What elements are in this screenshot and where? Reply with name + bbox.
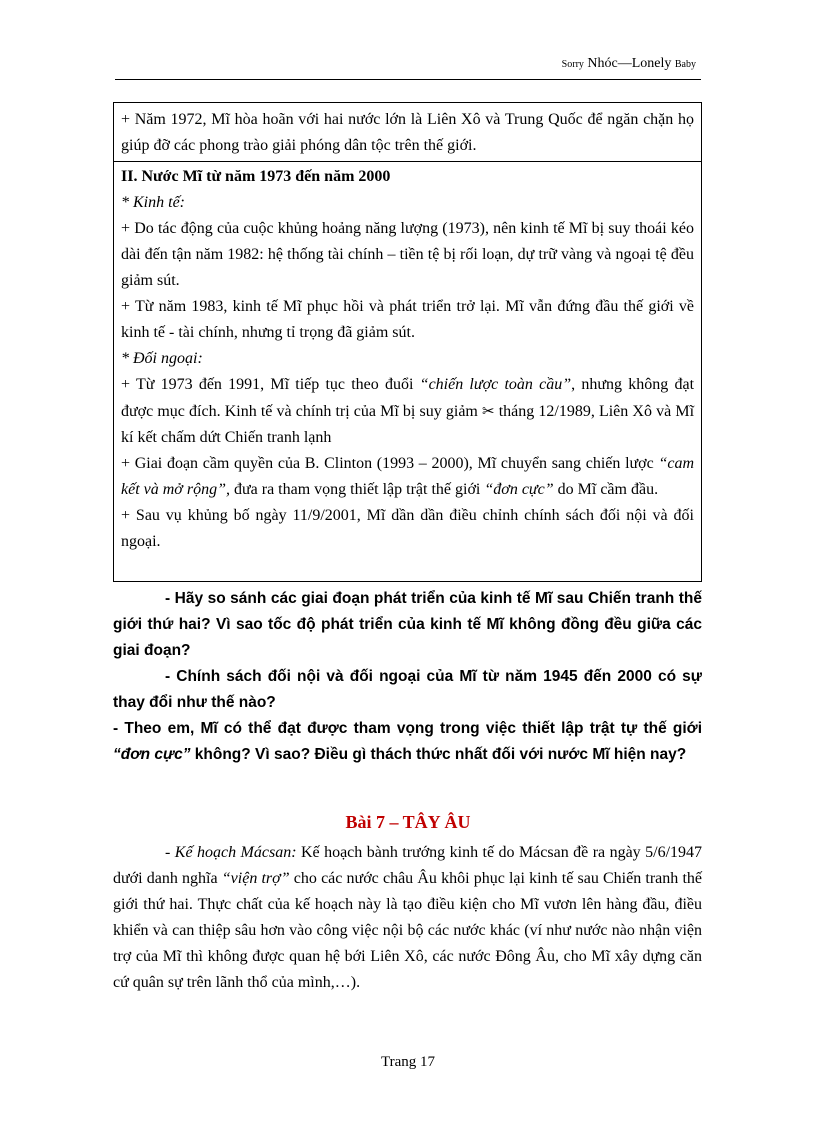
f1-italic: “chiến lược toàn cầu” [419, 376, 572, 393]
f2-post: do Mĩ cầm đầu. [553, 481, 659, 498]
f2-pre: + Giai đoạn cầm quyền của B. Clinton (1993 – 2000), Mĩ chuyển sang chiến lược [121, 455, 659, 472]
section-heading: II. Nước Mĩ từ năm 1973 đến năm 2000 [121, 168, 391, 185]
f1-post: tháng 12/1989, Liên Xô và Mĩ kí kết chấm dứt Chiến tranh lạnh [121, 403, 695, 446]
foreign-label: * Đối ngoại: [121, 350, 203, 367]
box-1973-2000 [113, 162, 702, 582]
header-left: Sorry [561, 59, 584, 70]
lesson-paragraph [113, 840, 702, 996]
lesson-p-italic: “viện trợ” [221, 870, 290, 887]
f1-pre: + Từ 1973 đến 1991, Mĩ tiếp tục theo đuổi [121, 376, 420, 393]
q3-pre: - Theo em, Mĩ có thể đạt được tham vọng trong việc thiết lập trật tự thế giới [113, 720, 702, 737]
foreign-item-3: + Sau vụ khủng bố ngày 11/9/2001, Mĩ dần dần điều chỉnh chính sách đối nội và đối ngoại. [121, 507, 694, 550]
econ-item-2: + Từ năm 1983, kinh tế Mĩ phục hồi và phát triển trở lại. Mĩ vẫn đứng đầu thế giới về kinh tế - tài chính, nhưng tỉ trọng đã giảm sút. [121, 298, 694, 341]
econ-label: * Kinh tế: [121, 194, 185, 211]
foreign-item-2 [114, 451, 701, 503]
f1-mid: , nhưng không đạt được mục đích. Kinh tế và chính trị của Mĩ bị suy giảm [121, 376, 695, 420]
q3-post: không? Vì sao? Điều gì thách thức nhất đối với nước Mĩ hiện nay? [190, 746, 687, 763]
lesson-dash: - [165, 844, 175, 861]
f2-italic-1: “cam kết và mở rộng”, [121, 455, 694, 498]
question-2: - Chính sách đối nội và đối ngoại của Mĩ từ năm 1945 đến 2000 có sự thay đổi như thế nào? [113, 668, 702, 711]
box1-text: + Năm 1972, Mĩ hòa hoãn với hai nước lớn là Liên Xô và Trung Quốc để ngăn chặn họ giúp đỡ các phong trào giải phóng dân tộc trên thế giới. [121, 111, 694, 154]
question-1: - Hãy so sánh các giai đoạn phát triển của kinh tế Mĩ sau Chiến tranh thế giới thứ hai? Vì sao tốc độ phát triển của kinh tế Mĩ không đồng đều giữa các giai đoạn? [113, 590, 702, 659]
f2-italic-2: “đơn cực” [484, 481, 554, 498]
q3-italic: “đơn cực” [113, 746, 191, 763]
foreign-item-1 [114, 372, 701, 451]
question-3 [113, 716, 702, 768]
page-header [562, 56, 696, 72]
scissors-icon: ✂ [482, 402, 495, 420]
f2-mid: đưa ra tham vọng thiết lập trật thế giới [229, 481, 485, 498]
lesson-p-post: cho các nước châu Âu khôi phục lại kinh tế sau Chiến tranh thế giới thứ hai. Thực chất của kế hoạch này là tạo điều kiện cho Mĩ vươn lên hàng đầu, điều khiển và can thiệp sâu hơn vào công việc nội bộ các nước khác (ví như nước nào nhận viện trợ của Mĩ thì không được quan hệ bới Liên Xô, các nước Đông Âu, cho Mĩ xây dựng căn cứ quân sự trên lãnh thổ của mình,…). [113, 870, 702, 991]
page-number: Trang 17 [380, 1054, 436, 1070]
header-rule [115, 79, 701, 80]
header-right: Baby [674, 59, 696, 70]
lesson-p-pre: Kế hoạch bành trướng kinh tế do Mácsan đề ra ngày 5/6/1947 dưới danh nghĩa [113, 844, 703, 887]
lesson-title: Bài 7 – TÂY ÂU [345, 812, 471, 832]
header-mid: Nhóc—Lonely [587, 56, 672, 71]
lesson-term: Kế hoạch Mácsan: [174, 844, 297, 861]
box-1972 [113, 102, 702, 162]
econ-item-1: + Do tác động của cuộc khủng hoảng năng lượng (1973), nên kinh tế Mĩ bị suy thoái kéo dài đến tận năm 1982: hệ thống tài chính – tiền tệ bị rối loạn, dự trữ vàng và ngoại tệ đều giảm sút. [121, 220, 694, 289]
